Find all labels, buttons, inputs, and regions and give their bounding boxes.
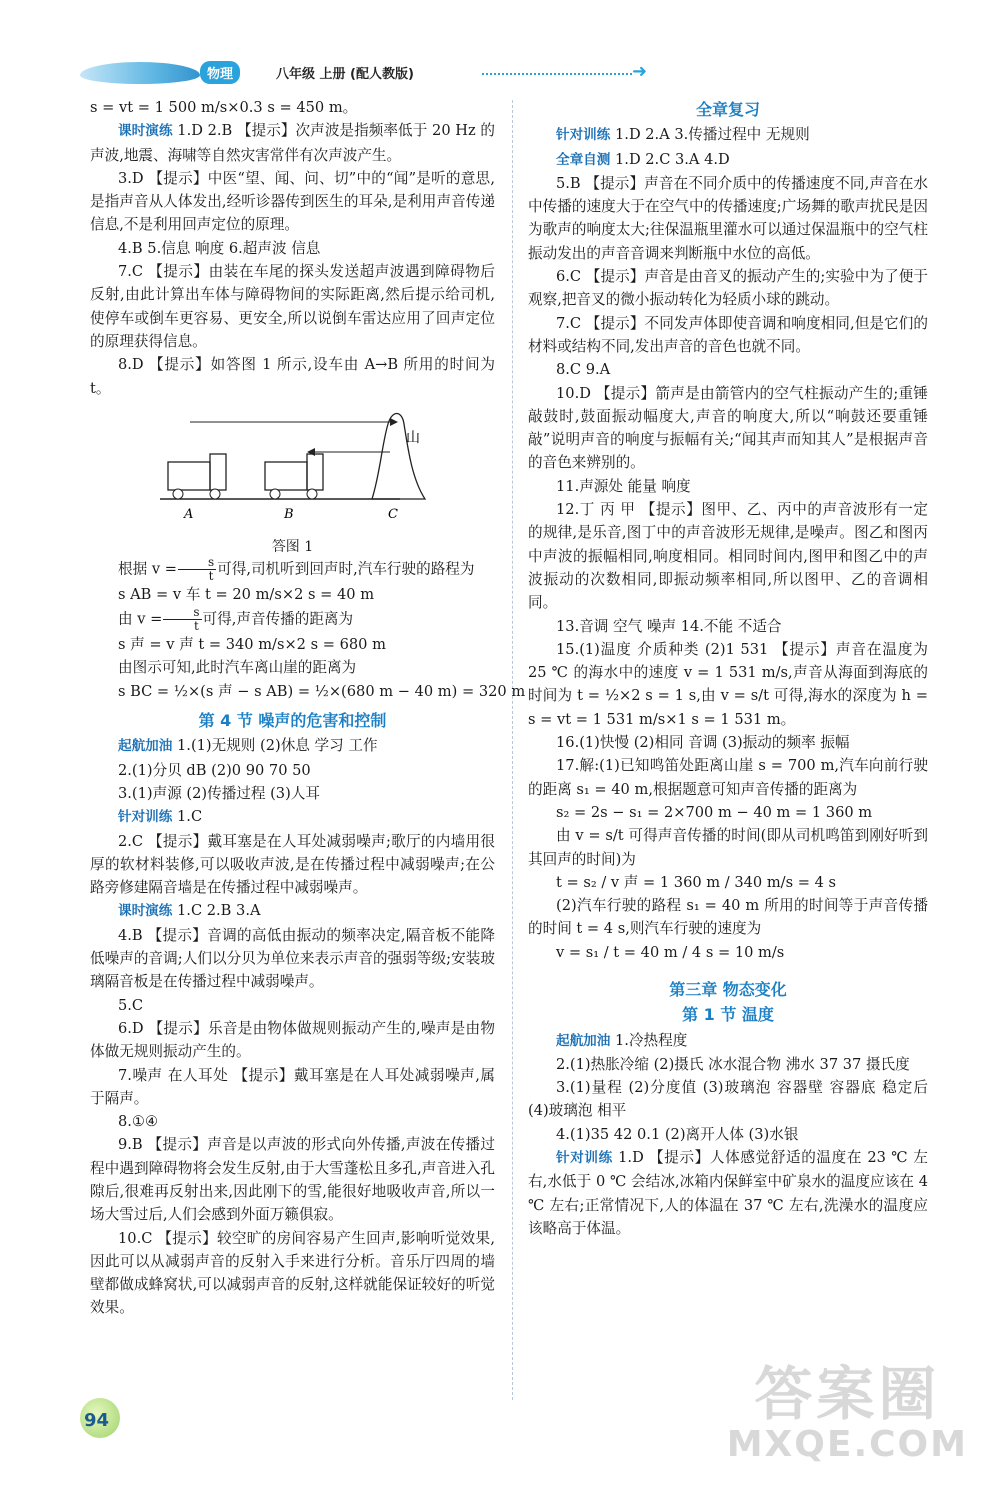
answer-block: 2.C 【提示】戴耳塞是在人耳处减弱噪声;歌厅的内墙用很厚的软材料装修,可以吸收声波,是在传播过程中减弱噪声;在公路旁修建隔音墙是在传播过程中减弱噪声。 — [90, 832, 495, 897]
section-tag: 课时演练 — [118, 123, 173, 140]
answer-block: 9.B 【提示】声音是以声波的形式向外传播,声波在传播过程中遇到障碍物将会发生反射,由于大雪蓬松且多孔,声音进入孔隙后,很难再反射出来,因此刚下的雪,能很好地吸收声音,所以一场大雪过后,人们会感到外面万籁俱寂。 — [90, 1136, 495, 1224]
answer-block: 5.C — [118, 996, 144, 1014]
answer-block: 全章自测 1.D 2.C 3.A 4.D — [556, 150, 730, 168]
figure-1 — [90, 404, 495, 554]
answer-line: 根据 v = $\frac{s}{t}$ 可得,司机听到回声时,汽车行驶的路程为 — [118, 554, 475, 583]
answer-text: 1.D 2.B 【提示】次声波是指频率低于 20 Hz 的声波,地震、海啸等自然灾害常伴有次声波产生。 — [90, 122, 496, 164]
equation: s₂ = 2s − s₁ = 2×700 m − 40 m = 1 360 m — [556, 803, 873, 821]
label-c: C — [388, 506, 398, 522]
answer-block: 课时演练 1.C 2.B 3.A — [118, 902, 261, 920]
figure-caption: 答图 1 — [271, 539, 314, 556]
equation: t = s₂ / v 声 = 1 360 m / 340 m/s = 4 s — [556, 873, 836, 891]
answer-block: 12.丁 丙 甲 【提示】图甲、乙、丙中的声音波形有一定的规律,是乐音,图丁中的声音波形无规律,是噪声。图乙和图丙中声波的振幅相同,响度相同。相同时间内,图甲和图乙中的声波振动的次数相同,即振动频率相同,所以图甲、乙的音调相同。 — [528, 501, 928, 612]
answer-block: 由 v = s/t 可得声音传播的时间(即从司机鸣笛到刚好听到其回声的时间)为 — [528, 827, 928, 868]
truck-mountain-diagram — [90, 404, 495, 529]
section-title: 全章复习 — [695, 100, 760, 119]
equation: s AB = v 车 t = 20 m/s×2 s = 40 m — [118, 585, 375, 603]
answer-block — [90, 119, 495, 167]
equation: s BC = ½×(s 声 − s AB) = ½×(680 m − 40 m) = 320 m — [118, 682, 526, 700]
answer-block: 7.C 【提示】由装在车尾的探头发送超声波遇到障碍物后反射,由此计算出车体与障碍物间的实际距离,然后提示给司机,使停车或倒车更容易、更安全,所以说倒车雷达应用了回声定位的原理获得信息。 — [90, 263, 495, 350]
answer-block: 11.声源处 能量 响度 — [556, 477, 691, 495]
truck-a — [168, 454, 226, 499]
watermark-url: MXQE.COM — [726, 1424, 968, 1465]
page-header — [80, 56, 650, 90]
answer-line: 由图示可知,此时汽车离山崖的距离为 — [118, 659, 357, 677]
answer-block: 起航加油 1.(1)无规则 (2)休息 学习 工作 — [118, 737, 378, 755]
answer-block: 17.解:(1)已知鸣笛处距离山崖 s = 700 m,汽车向前行驶的距离 s₁ = 40 m,根据题意可知声音传播的距离为 — [528, 757, 928, 798]
subject-badge: 物理 — [200, 61, 240, 84]
header-swoosh-decoration — [80, 62, 200, 84]
answer-block: 4.B 【提示】音调的高低由振动的频率决定,隔音板不能降低噪声的音调;人们以分贝为单位来表示声音的强弱等级;安装玻璃隔音板是在传播过程中减弱噪声。 — [90, 926, 495, 991]
answer-block: 10.D 【提示】箭声是由箭管内的空气柱振动产生的;重锤敲鼓时,鼓面振动幅度大,声音的响度大,所以“响鼓还要重锤敲”说明声音的响度与振幅有关;“闻其声而知其人”是根据声音的音色来辨别的。 — [528, 384, 928, 472]
column-divider — [512, 100, 513, 1400]
truck-b — [265, 454, 323, 499]
answer-block: (2)汽车行驶的路程 s₁ = 40 m 所用的时间等于声音传播的时间 t = 4 s,则汽车行驶的速度为 — [528, 897, 928, 938]
arrow-right-icon: ➜ — [632, 61, 648, 82]
answer-block: 针对训练 1.D 2.A 3.传播过程中 无规则 — [556, 126, 810, 144]
section-title: 第 1 节 温度 — [682, 1005, 774, 1025]
answer-block: 针对训练 1.C — [118, 808, 203, 826]
answer-block: 8.D 【提示】如答图 1 所示,设车由 A→B 所用的时间为 t。 — [90, 356, 495, 397]
answer-block: 8.①④ — [118, 1113, 159, 1131]
answer-block: 2.(1)分贝 dB (2)0 90 70 50 — [118, 761, 311, 779]
answer-block: 针对训练 1.D 【提示】人体感觉舒适的温度在 23 ℃ 左右,水低于 0 ℃ 会结冰,冰箱内保鲜室中矿泉水的温度应该在 4 ℃ 左右;正常情况下,人的体温在 37 ℃ 左右,洗澡水的温度应该略高于体温。 — [528, 1149, 928, 1237]
right-column — [528, 96, 928, 1240]
answer-block: 7.C 【提示】不同发声体即使音调和响度相同,但是它们的材料或结构不同,发出声音的音色也就不同。 — [528, 314, 928, 355]
answer-block: 6.D 【提示】乐音是由物体做规则振动产生的,噪声是由物体做无规则振动产生的。 — [90, 1019, 495, 1061]
answer-block: 15.(1)温度 介质种类 (2)1 531 【提示】声音在温度为 25 ℃ 的海水中的速度 v = 1 531 m/s,声音从海面到海底的时间为 t = ½×2 s = 1 s,由 v = s/t 可得,海水的深度为 h = s = vt = 1 531 m/s×1 s = 1 531 m。 — [528, 640, 928, 728]
answer-line: 由 v = $\frac{s}{t}$ 可得,声音传播的距离为 — [118, 605, 354, 634]
answer-block: 起航加油 1.冷热程度 — [556, 1031, 688, 1049]
chapter-title: 第三章 物态变化 — [669, 979, 787, 999]
watermark-text: 答案圈 — [754, 1360, 941, 1428]
answer-block: 3.(1)声源 (2)传播过程 (3)人耳 — [118, 784, 320, 802]
label-b: B — [284, 506, 294, 522]
answer-block: 4.(1)35 42 0.1 (2)离开人体 (3)水银 — [556, 1125, 799, 1143]
answer-block: 8.C 9.A — [556, 361, 611, 379]
answer-block: 3.(1)量程 (2)分度值 (3)玻璃泡 容器壁 容器底 稳定后 (4)玻璃泡 相平 — [528, 1079, 928, 1120]
answer-block: 13.音调 空气 噪声 14.不能 不适合 — [556, 617, 782, 635]
answer-line: s = vt = 1 500 m/s×0.3 s = 450 m。 — [90, 99, 358, 116]
header-subtitle: 八年级 上册 (配人教版) — [276, 67, 414, 82]
left-column — [90, 96, 526, 1320]
answer-block: 4.B 5.信息 响度 6.超声波 信息 — [118, 239, 321, 257]
answer-block: 3.D 【提示】中医“望、闻、问、切”中的“闻”是听的意思,是指声音从人体发出,经听诊器传到医生的耳朵,是利用声音传递信息,不是利用回声定位的原理。 — [90, 169, 495, 234]
section-title: 第 4 节 噪声的危害和控制 — [198, 711, 387, 731]
header-dotted-line — [482, 73, 632, 75]
equation: v = s₁ / t = 40 m / 4 s = 10 m/s — [556, 943, 785, 961]
label-mountain: 山 — [406, 429, 420, 446]
answer-block: 7.噪声 在人耳处 【提示】戴耳塞是在人耳处减弱噪声,属于隔声。 — [90, 1066, 495, 1107]
label-a: A — [184, 506, 194, 522]
answer-block: 16.(1)快慢 (2)相同 音调 (3)振动的频率 振幅 — [556, 734, 850, 752]
answer-block: 6.C 【提示】声音是由音叉的振动产生的;实验中为了便于观察,把音叉的微小振动转化为轻质小球的跳动。 — [528, 268, 928, 309]
answer-block: 10.C 【提示】较空旷的房间容易产生回声,影响听觉效果,因此可以从减弱声音的反射入手来进行分析。音乐厅四周的墙壁都做成蜂窝状,可以减弱声音的反射,这样就能保证较好的听觉效果。 — [90, 1229, 495, 1317]
equation: s 声 = v 声 t = 340 m/s×2 s = 680 m — [118, 636, 386, 654]
watermark — [726, 1360, 968, 1465]
page-number: 94 — [84, 1410, 110, 1431]
answer-block: 2.(1)热胀冷缩 (2)摄氏 冰水混合物 沸水 37 37 摄氏度 — [556, 1055, 910, 1073]
mountain-shape — [372, 413, 425, 499]
answer-block: 5.B 【提示】声音在不同介质中的传播速度不同,声音在水中传播的速度大于在空气中的传播速度;广场舞的歌声扰民是因为歌声的响度太大;往保温瓶里灌水可以通过保温瓶中的空气柱振动发出的声音音调来判断瓶中水位的高低。 — [528, 174, 928, 262]
